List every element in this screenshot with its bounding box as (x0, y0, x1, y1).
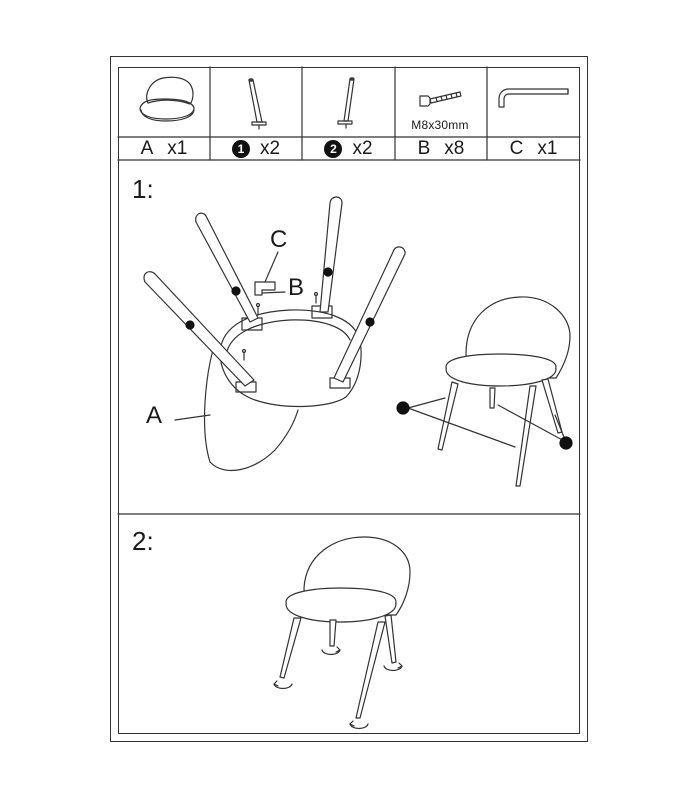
part-a-id: A (140, 138, 154, 159)
part-c-label (487, 138, 580, 160)
callout-bolt-b: B (288, 274, 305, 301)
step-2-assembled-chair (280, 537, 410, 718)
part-leg-2-label (302, 138, 395, 160)
part-b-label (395, 138, 487, 160)
part-leg-2-qty: x2 (352, 138, 373, 159)
leg-1-number-badge: 1 (232, 140, 250, 158)
step-2-label: 2: (132, 526, 154, 556)
step-1-seat-underside (205, 310, 362, 471)
leg-2-number-badge: 2 (324, 140, 342, 158)
part-leg-1-label (210, 138, 302, 160)
leg-1-part-icon (249, 79, 266, 129)
callout-hex-key-c: C (270, 226, 288, 253)
part-a-qty: x1 (167, 138, 188, 159)
hex-key-part-icon (499, 89, 568, 107)
part-a-label (118, 138, 210, 160)
part-c-id: C (509, 138, 524, 159)
bolt-part-icon (420, 92, 461, 106)
seat-part-icon (140, 77, 194, 121)
bolt-size-spec: M8x30mm (411, 118, 469, 132)
step-1-leg-pointers (397, 398, 572, 449)
part-leg-1-qty: x2 (259, 138, 281, 159)
parts-table-grid (118, 67, 580, 514)
part-c-qty: x1 (537, 138, 558, 159)
step-1-label: 1: (132, 174, 154, 204)
leg-2-part-icon (338, 78, 354, 128)
step-1-leg-badges (186, 268, 374, 329)
callout-seat-a: A (146, 402, 163, 429)
step-2-rotation-arrows (274, 647, 402, 729)
part-b-id: B (417, 138, 431, 159)
step-1-upright-chair (438, 297, 570, 486)
part-b-qty: x8 (444, 138, 465, 159)
